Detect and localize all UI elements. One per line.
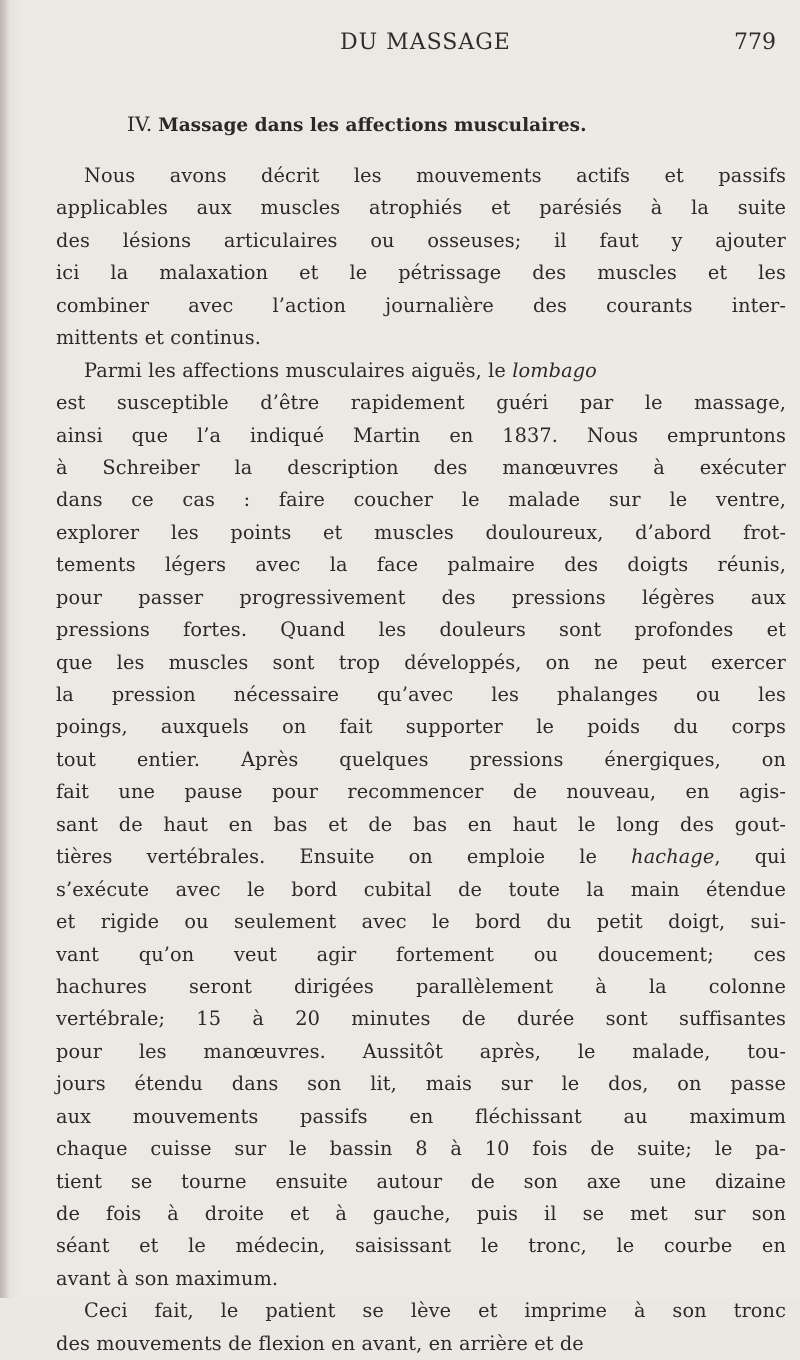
text-line: dans ce cas : faire coucher le malade sur le ventre, — [56, 488, 786, 512]
text-line: des lésions articulaires ou osseuses; il faut y ajouter — [56, 228, 786, 252]
section-number: IV. — [127, 112, 153, 136]
text-line: applicables aux muscles atrophiés et parésiés à la suite — [56, 196, 786, 220]
italic-term: hachage — [631, 845, 715, 869]
section-title: Massage dans les affections musculaires. — [158, 115, 587, 136]
text-line: de fois à droite et à gauche, puis il se met sur son — [56, 1202, 786, 1225]
text-run: , qui — [714, 845, 786, 869]
body-text — [56, 160, 786, 1360]
text-line: ici la malaxation et le pétrissage des muscles et les — [56, 261, 786, 285]
text-line: mittents et continus. — [56, 326, 261, 350]
text-line: à Schreiber la description des manœuvres à exécuter — [56, 455, 786, 479]
text-line: pour les manœuvres. Aussitôt après, le malade, tou- — [56, 1039, 786, 1063]
section-heading — [127, 112, 587, 136]
text-line: poings, auxquels on fait supporter le poids du corps — [56, 715, 786, 739]
text-run: Parmi les affections musculaires aiguës, le — [84, 358, 513, 382]
italic-term: lombago — [512, 358, 597, 382]
text-line: s’exécute avec le bord cubital de toute la main étendue — [56, 877, 786, 901]
text-line: ainsi que l’a indiqué Martin en 1837. Nous empruntons — [56, 423, 786, 447]
text-line: hachures seront dirigées parallèlement à la colonne — [56, 974, 786, 998]
text-line: tements légers avec la face palmaire des doigts réunis, — [56, 553, 786, 577]
text-line: est susceptible d’être rapidement guéri par le massage, — [56, 391, 786, 415]
text-line: explorer les points et muscles douloureux, d’abord frot- — [56, 520, 786, 544]
text-line: tient se tourne ensuite autour de son axe une dizaine — [56, 1169, 786, 1193]
text-line: fait une pause pour recommencer de nouveau, en agis- — [56, 780, 786, 804]
text-line: vertébrale; 15 à 20 minutes de durée sont suffisantes — [56, 1007, 786, 1031]
text-line: et rigide ou seulement avec le bord du petit doigt, sui- — [56, 910, 786, 934]
text-line: Ceci fait, le patient se lève et imprime à son tronc — [84, 1299, 786, 1323]
binding-shadow — [0, 0, 10, 1298]
text-line: pressions fortes. Quand les douleurs sont profondes et — [56, 618, 786, 642]
text-line: jours étendu dans son lit, mais sur le dos, on passe — [56, 1072, 786, 1096]
text-run: tières vertébrales. Ensuite on emploie le — [56, 845, 632, 869]
text-line: tout entier. Après quelques pressions énergiques, on — [56, 747, 786, 771]
text-line — [56, 355, 786, 387]
text-line: des mouvements de flexion en avant, en arrière et de — [56, 1331, 584, 1355]
text-line: Nous avons décrit les mouvements actifs et passifs — [84, 164, 786, 187]
text-line — [56, 841, 786, 873]
page-number: 779 — [734, 30, 776, 55]
running-title: DU MASSAGE — [340, 30, 511, 55]
running-head — [0, 30, 800, 64]
text-line: chaque cuisse sur le bassin 8 à 10 fois de suite; le pa- — [56, 1137, 786, 1161]
text-line: séant et le médecin, saisissant le tronc, le courbe en — [56, 1234, 786, 1258]
text-line: la pression nécessaire qu’avec les phalanges ou les — [56, 683, 786, 706]
text-line: combiner avec l’action journalière des courants inter- — [56, 293, 786, 317]
text-line: pour passer progressivement des pressions légères aux — [56, 585, 786, 609]
text-line: avant à son maximum. — [56, 1266, 279, 1290]
text-line: sant de haut en bas et de bas en haut le long des gout- — [56, 812, 786, 836]
text-line: vant qu’on veut agir fortement ou doucement; ces — [56, 942, 786, 966]
text-line: aux mouvements passifs en fléchissant au maximum — [56, 1104, 786, 1128]
text-line: que les muscles sont trop développés, on ne peut exercer — [56, 650, 786, 674]
